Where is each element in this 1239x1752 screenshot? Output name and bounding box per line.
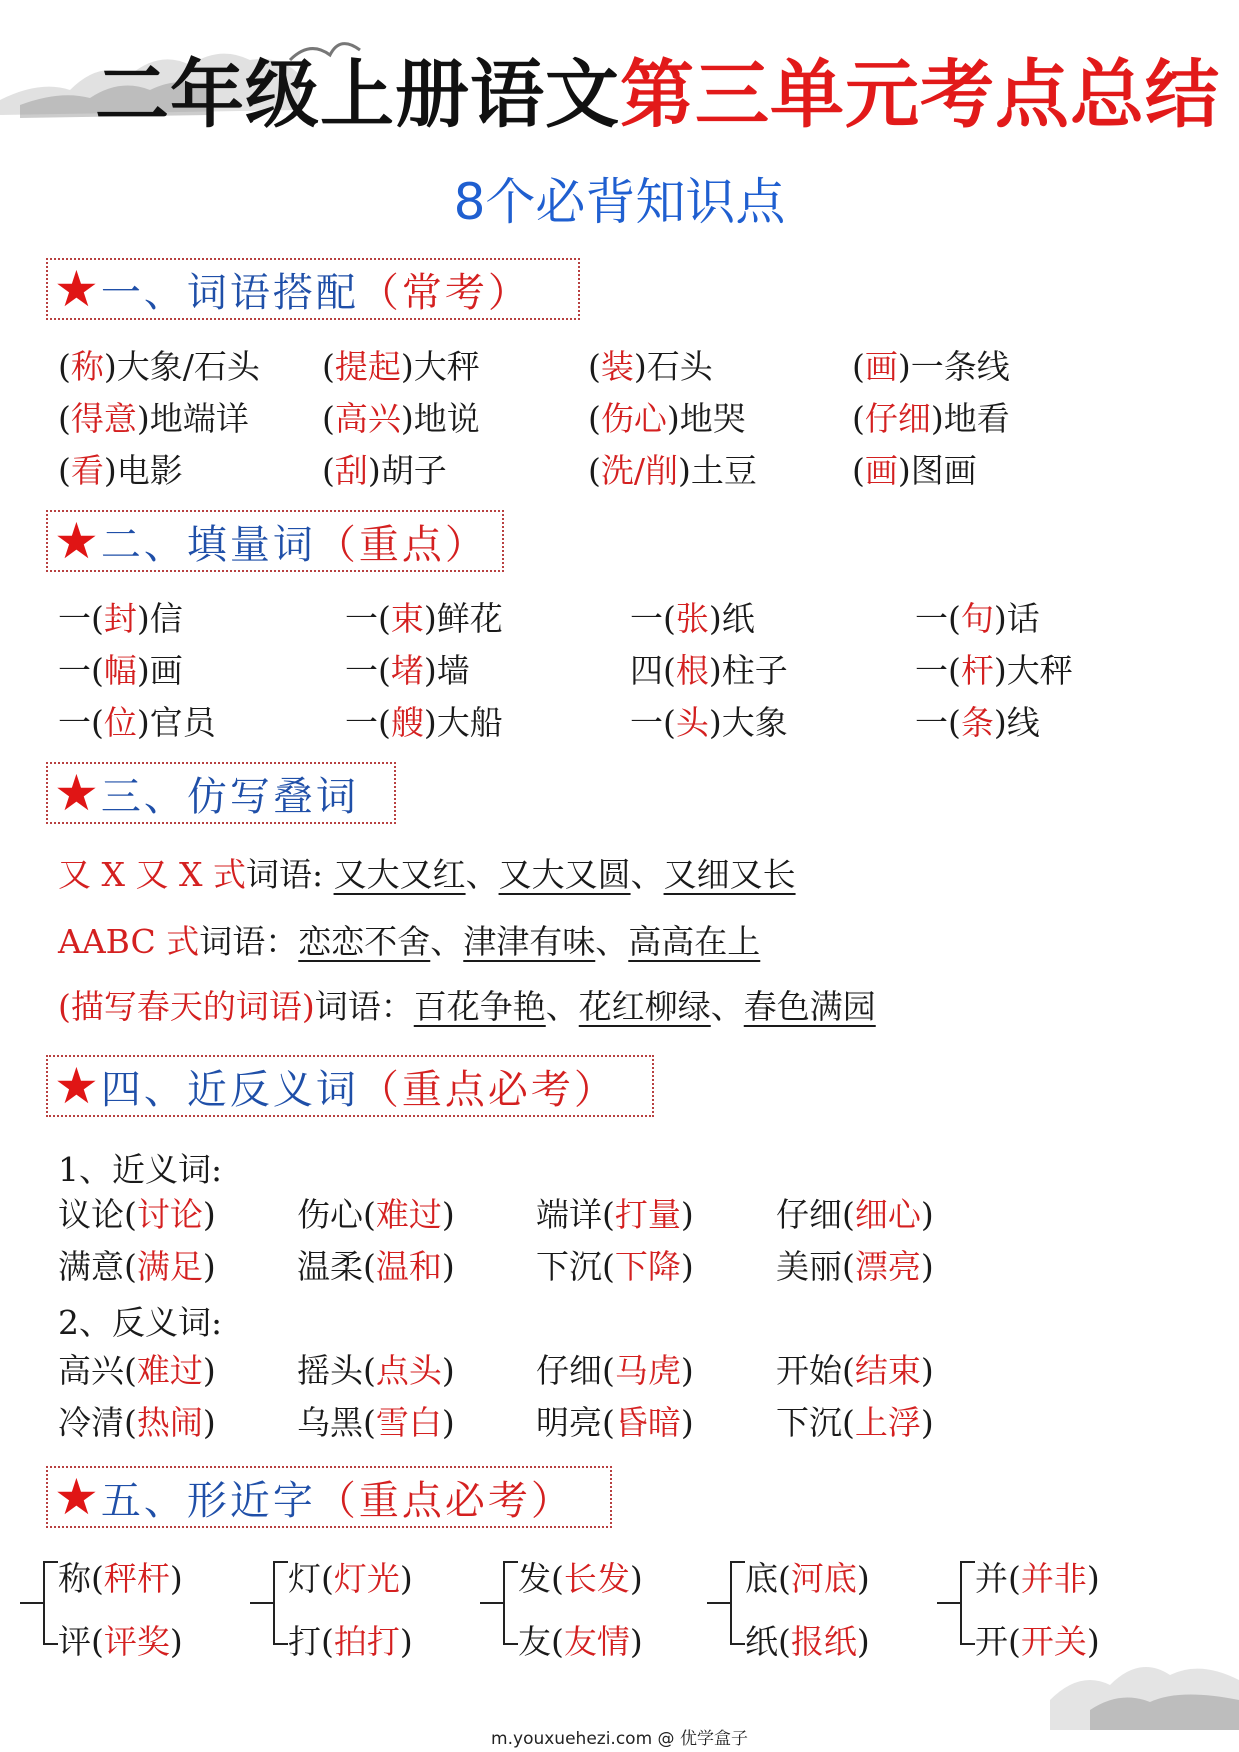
measure-word-item xyxy=(58,651,183,690)
plain-text: 高兴( xyxy=(58,1351,137,1390)
antonym-item xyxy=(297,1403,455,1442)
section-title: 一、词语搭配 xyxy=(100,269,359,316)
synonym-item xyxy=(776,1195,934,1234)
separator: 、 xyxy=(630,855,664,894)
section-tag: （重点必考） xyxy=(358,1066,617,1113)
plain-text: ) xyxy=(680,1247,694,1286)
bracket: ( xyxy=(778,1622,791,1661)
example-word: 花红柳绿 xyxy=(578,987,711,1026)
section-header-reduplication xyxy=(46,762,396,824)
plain-text: 伤心( xyxy=(297,1195,376,1234)
plain-text: 下沉( xyxy=(776,1403,855,1442)
brace-icon xyxy=(935,1558,979,1648)
plain-text: )大秤 xyxy=(993,651,1073,690)
answer-text: 束 xyxy=(390,599,424,638)
similar-char-item xyxy=(975,1559,1100,1598)
plain-text: )图画 xyxy=(897,451,977,490)
plain-text: 一( xyxy=(915,703,961,742)
answer-text: 装 xyxy=(600,347,634,386)
collocation-item xyxy=(852,451,977,490)
example-word: 津津有味 xyxy=(463,922,596,961)
answer-word: 拍打 xyxy=(333,1622,400,1661)
section-tag: （重点） xyxy=(315,521,488,568)
section-header-similar-chars xyxy=(46,1466,612,1528)
collocation-item xyxy=(852,399,1010,438)
synonym-item xyxy=(297,1247,455,1286)
plain-text: )地看 xyxy=(930,399,1010,438)
collocation-item xyxy=(322,451,447,490)
measure-word-item xyxy=(58,703,216,742)
plain-text: 摇头( xyxy=(297,1351,376,1390)
bracket: ( xyxy=(778,1559,791,1598)
bracket: ( xyxy=(551,1559,564,1598)
measure-word-item xyxy=(630,651,788,690)
answer-text: 画 xyxy=(864,347,898,386)
answer-text: 上浮 xyxy=(854,1403,921,1442)
section-header-measure-words xyxy=(46,510,504,572)
plain-text: 四( xyxy=(630,651,676,690)
plain-text: ( xyxy=(588,399,601,438)
synonym-item xyxy=(297,1195,455,1234)
section-title: 四、近反义词 xyxy=(100,1066,359,1113)
star-icon: ★ xyxy=(54,764,99,822)
synonym-item xyxy=(536,1195,694,1234)
answer-text: 伤心 xyxy=(600,399,667,438)
plain-text: 一( xyxy=(630,599,676,638)
measure-word-item xyxy=(58,599,183,638)
similar-char-item xyxy=(975,1622,1100,1661)
plain-text: 一( xyxy=(58,703,104,742)
similar-char-item xyxy=(745,1559,870,1598)
plain-text: 议论( xyxy=(58,1195,137,1234)
antonym-item xyxy=(536,1351,694,1390)
answer-text: 热闹 xyxy=(136,1403,203,1442)
plain-text: ( xyxy=(588,451,601,490)
answer-text: 张 xyxy=(675,599,709,638)
answer-word: 秤杆 xyxy=(103,1559,170,1598)
answer-text: 仔细 xyxy=(864,399,931,438)
char: 评 xyxy=(58,1622,91,1661)
bracket: ) xyxy=(399,1559,413,1598)
plain-text: ( xyxy=(58,347,71,386)
answer-word: 开关 xyxy=(1020,1622,1087,1661)
answer-word: 并非 xyxy=(1020,1559,1087,1598)
plain-text: )信 xyxy=(136,599,183,638)
measure-word-item xyxy=(915,599,1040,638)
plain-text: 一( xyxy=(915,651,961,690)
pattern-label: 又 X 又 X 式 xyxy=(58,855,246,894)
bracket: ( xyxy=(91,1559,104,1598)
answer-text: 雪白 xyxy=(375,1403,442,1442)
synonym-item xyxy=(58,1195,216,1234)
plain-text: ) xyxy=(441,1195,455,1234)
section-title: 五、形近字 xyxy=(100,1477,316,1524)
section-title: 二、填量词 xyxy=(100,521,316,568)
char: 并 xyxy=(975,1559,1008,1598)
answer-text: 得意 xyxy=(70,399,137,438)
bracket: ( xyxy=(1008,1622,1021,1661)
synonym-item xyxy=(536,1247,694,1286)
pattern-label: AABC 式 xyxy=(58,922,200,961)
plain-text: )话 xyxy=(993,599,1040,638)
collocation-item xyxy=(588,451,757,490)
answer-text: 漂亮 xyxy=(854,1247,921,1286)
bracket: ) xyxy=(169,1622,183,1661)
word-label: 词语： xyxy=(199,922,299,961)
plain-text: )大船 xyxy=(423,703,503,742)
word-label: 词语: xyxy=(245,855,334,894)
star-icon: ★ xyxy=(54,260,99,318)
antonym-item xyxy=(58,1403,216,1442)
plain-text: 端详( xyxy=(536,1195,615,1234)
plain-text: ( xyxy=(852,347,865,386)
answer-text: 打量 xyxy=(614,1195,681,1234)
char: 灯 xyxy=(288,1559,321,1598)
collocation-item xyxy=(852,347,1010,386)
antonym-item xyxy=(776,1403,934,1442)
answer-text: 难过 xyxy=(136,1351,203,1390)
plain-text: )土豆 xyxy=(678,451,757,490)
answer-text: 称 xyxy=(70,347,104,386)
separator: 、 xyxy=(710,987,744,1026)
collocation-item xyxy=(588,347,713,386)
brace-icon xyxy=(478,1558,522,1648)
similar-char-item xyxy=(518,1559,643,1598)
example-word: 春色满园 xyxy=(743,987,876,1026)
brace-icon xyxy=(248,1558,292,1648)
char: 友 xyxy=(518,1622,551,1661)
antonym-item xyxy=(776,1351,934,1390)
reduplication-line xyxy=(58,855,796,894)
page-title xyxy=(95,52,1220,138)
bracket: ) xyxy=(1086,1559,1100,1598)
collocation-item xyxy=(588,399,746,438)
bracket: ) xyxy=(856,1622,870,1661)
char: 发 xyxy=(518,1559,551,1598)
plain-text: ) xyxy=(202,1351,216,1390)
reduplication-line xyxy=(58,922,761,961)
similar-char-item xyxy=(745,1622,870,1661)
bracket: ( xyxy=(91,1622,104,1661)
plain-text: 一( xyxy=(58,599,104,638)
plain-text: ) xyxy=(920,1351,934,1390)
antonym-item xyxy=(536,1403,694,1442)
collocation-item xyxy=(322,399,480,438)
answer-text: 洗/削 xyxy=(600,451,678,490)
pattern-label: (描写春天的词语) xyxy=(58,987,315,1026)
char: 底 xyxy=(745,1559,778,1598)
separator: 、 xyxy=(465,855,499,894)
section-tag: （重点必考） xyxy=(315,1477,574,1524)
plain-text: 满意( xyxy=(58,1247,137,1286)
plain-text: )鲜花 xyxy=(423,599,503,638)
bracket: ) xyxy=(629,1622,643,1661)
answer-text: 点头 xyxy=(375,1351,442,1390)
bracket: ) xyxy=(169,1559,183,1598)
plain-text: ) xyxy=(920,1247,934,1286)
plain-text: ( xyxy=(852,451,865,490)
char: 纸 xyxy=(745,1622,778,1661)
similar-char-item xyxy=(288,1622,413,1661)
section-title: 三、仿写叠词 xyxy=(100,773,359,820)
answer-text: 温和 xyxy=(375,1247,442,1286)
plain-text: )画 xyxy=(136,651,183,690)
word-label: 词语： xyxy=(314,987,414,1026)
answer-text: 满足 xyxy=(136,1247,203,1286)
plain-text: )大象 xyxy=(708,703,788,742)
answer-text: 细心 xyxy=(854,1195,921,1234)
collocation-item xyxy=(322,347,480,386)
answer-word: 长发 xyxy=(563,1559,630,1598)
bracket: ( xyxy=(551,1622,564,1661)
measure-word-item xyxy=(915,651,1073,690)
plain-text: 美丽( xyxy=(776,1247,855,1286)
collocation-item xyxy=(58,399,249,438)
plain-text: ) xyxy=(680,1195,694,1234)
plain-text: 仔细( xyxy=(536,1351,615,1390)
bracket: ) xyxy=(1086,1622,1100,1661)
answer-word: 友情 xyxy=(563,1622,630,1661)
answer-text: 幅 xyxy=(103,651,137,690)
separator: 、 xyxy=(545,987,579,1026)
bracket: ) xyxy=(399,1622,413,1661)
answer-text: 难过 xyxy=(375,1195,442,1234)
answer-text: 昏暗 xyxy=(614,1403,681,1442)
collocation-item xyxy=(58,451,183,490)
char: 开 xyxy=(975,1622,1008,1661)
answer-text: 看 xyxy=(70,451,104,490)
plain-text: ) xyxy=(202,1247,216,1286)
synonym-item xyxy=(776,1247,934,1286)
plain-text: 乌黑( xyxy=(297,1403,376,1442)
answer-text: 头 xyxy=(675,703,709,742)
plain-text: )地端详 xyxy=(136,399,249,438)
answer-text: 位 xyxy=(103,703,137,742)
similar-char-item xyxy=(288,1559,413,1598)
answer-text: 根 xyxy=(675,651,709,690)
plain-text: ( xyxy=(322,451,335,490)
separator: 、 xyxy=(595,922,629,961)
star-icon: ★ xyxy=(54,1057,99,1115)
star-icon: ★ xyxy=(54,1468,99,1526)
footer-watermark: m.youxuehezi.com @ 优学盒子 xyxy=(491,1729,748,1749)
measure-word-item xyxy=(630,599,755,638)
plain-text: )墙 xyxy=(423,651,470,690)
measure-word-item xyxy=(345,703,503,742)
section-header-collocation xyxy=(46,258,580,320)
brace-icon xyxy=(18,1558,62,1648)
plain-text: )一条线 xyxy=(897,347,1010,386)
plain-text: )地哭 xyxy=(666,399,746,438)
plain-text: )大象/石头 xyxy=(103,347,260,386)
plain-text: 一( xyxy=(58,651,104,690)
bracket: ) xyxy=(856,1559,870,1598)
plain-text: 仔细( xyxy=(776,1195,855,1234)
answer-text: 结束 xyxy=(854,1351,921,1390)
measure-word-item xyxy=(915,703,1040,742)
plain-text: )地说 xyxy=(400,399,480,438)
brace-icon xyxy=(705,1558,749,1648)
example-word: 又大又红 xyxy=(333,855,466,894)
bracket: ( xyxy=(321,1559,334,1598)
plain-text: ) xyxy=(920,1403,934,1442)
similar-char-item xyxy=(518,1622,643,1661)
measure-word-item xyxy=(345,651,470,690)
example-word: 又细又长 xyxy=(663,855,796,894)
reduplication-line xyxy=(58,987,876,1026)
section-header-synonyms-antonyms xyxy=(46,1055,654,1117)
synonym-item xyxy=(58,1247,216,1286)
example-word: 高高在上 xyxy=(628,922,761,961)
answer-text: 条 xyxy=(960,703,994,742)
example-word: 又大又圆 xyxy=(498,855,631,894)
answer-word: 评奖 xyxy=(103,1622,170,1661)
section-tag: （常考） xyxy=(358,269,531,316)
antonyms-label: 2、反义词: xyxy=(58,1303,223,1342)
plain-text: 一( xyxy=(345,703,391,742)
plain-text: ) xyxy=(680,1351,694,1390)
plain-text: 明亮( xyxy=(536,1403,615,1442)
answer-text: 提起 xyxy=(334,347,401,386)
plain-text: )柱子 xyxy=(708,651,788,690)
answer-text: 堵 xyxy=(390,651,424,690)
plain-text: )胡子 xyxy=(367,451,447,490)
answer-word: 河底 xyxy=(790,1559,857,1598)
bracket: ( xyxy=(321,1622,334,1661)
plain-text: ) xyxy=(441,1351,455,1390)
answer-word: 报纸 xyxy=(790,1622,857,1661)
plain-text: 一( xyxy=(345,651,391,690)
similar-char-item xyxy=(58,1559,183,1598)
plain-text: ) xyxy=(202,1195,216,1234)
answer-text: 高兴 xyxy=(334,399,401,438)
answer-text: 刮 xyxy=(334,451,368,490)
plain-text: ( xyxy=(588,347,601,386)
plain-text: ( xyxy=(58,451,71,490)
plain-text: 一( xyxy=(630,703,676,742)
separator: 、 xyxy=(430,922,464,961)
plain-text: ) xyxy=(680,1403,694,1442)
plain-text: 下沉( xyxy=(536,1247,615,1286)
example-word: 恋恋不舍 xyxy=(298,922,431,961)
answer-text: 画 xyxy=(864,451,898,490)
answer-text: 下降 xyxy=(614,1247,681,1286)
plain-text: 开始( xyxy=(776,1351,855,1390)
plain-text: ( xyxy=(322,399,335,438)
title-red-part: 第三单元考点总结 xyxy=(620,52,1220,138)
answer-text: 马虎 xyxy=(614,1351,681,1390)
star-icon: ★ xyxy=(54,512,99,570)
answer-text: 句 xyxy=(960,599,994,638)
plain-text: ( xyxy=(322,347,335,386)
answer-text: 艘 xyxy=(390,703,424,742)
page-subtitle: 8个必背知识点 xyxy=(453,173,786,231)
plain-text: ) xyxy=(441,1403,455,1442)
plain-text: )纸 xyxy=(708,599,755,638)
plain-text: 温柔( xyxy=(297,1247,376,1286)
plain-text: ) xyxy=(202,1403,216,1442)
plain-text: ) xyxy=(441,1247,455,1286)
measure-word-item xyxy=(345,599,503,638)
antonym-item xyxy=(297,1351,455,1390)
similar-char-item xyxy=(58,1622,183,1661)
plain-text: ( xyxy=(852,399,865,438)
plain-text: 一( xyxy=(915,599,961,638)
answer-text: 封 xyxy=(103,599,137,638)
plain-text: )大秤 xyxy=(400,347,480,386)
antonym-item xyxy=(58,1351,216,1390)
char: 称 xyxy=(58,1559,91,1598)
plain-text: 一( xyxy=(345,599,391,638)
plain-text: ( xyxy=(58,399,71,438)
plain-text: ) xyxy=(920,1195,934,1234)
example-word: 百花争艳 xyxy=(413,987,546,1026)
plain-text: )线 xyxy=(993,703,1040,742)
bracket: ) xyxy=(629,1559,643,1598)
answer-text: 杆 xyxy=(960,651,994,690)
answer-text: 讨论 xyxy=(136,1195,203,1234)
answer-word: 灯光 xyxy=(333,1559,400,1598)
char: 打 xyxy=(288,1622,321,1661)
plain-text: )石头 xyxy=(633,347,713,386)
title-black-part: 二年级上册语文 xyxy=(95,52,620,138)
measure-word-item xyxy=(630,703,788,742)
plain-text: 冷清( xyxy=(58,1403,137,1442)
plain-text: )官员 xyxy=(136,703,216,742)
bracket: ( xyxy=(1008,1559,1021,1598)
plain-text: )电影 xyxy=(103,451,183,490)
synonyms-label: 1、近义词: xyxy=(58,1150,223,1189)
collocation-item xyxy=(58,347,260,386)
